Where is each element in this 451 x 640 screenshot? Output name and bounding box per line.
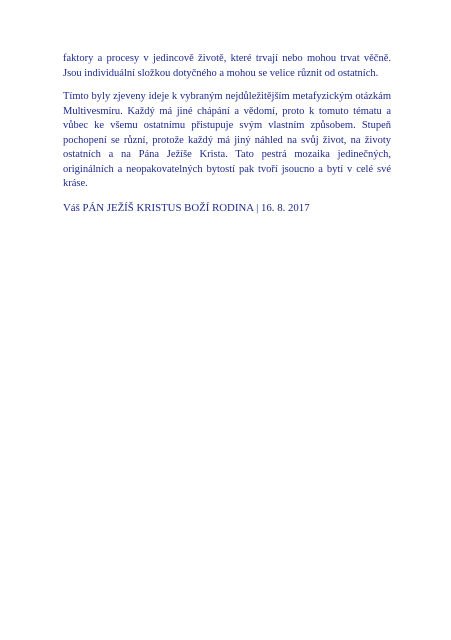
document-body — [63, 52, 391, 215]
paragraph-revelation: Tímto byly zjeveny ideje k vybraným nejdůležitějším metafyzickým otázkám Multivesmíru. Každý má jiné chápání a vědomí, proto k tomuto tématu a vůbec ke všemu ostatnímu přistupuje svým vlastním způsobem. Stupeň pochopení se různí, protože každý má jiný náhled na svůj život, na životy ostatních a na Pána Ježíše Krista. Tato pestrá mozaika jedinečných, originálních a neopakovatelných bytostí pak tvoří jsoucno a bytí v celé své kráse. — [63, 91, 391, 189]
paragraph-continuation: faktory a procesy v jedincově životě, které trvají nebo mohou trvat věčně. Jsou individuální složkou dotyčného a mohou se velice různit od ostatních. — [63, 53, 391, 79]
signature-line: Váš PÁN JEŽÍŠ KRISTUS BOŽÍ RODINA | 16. 8. 2017 — [63, 201, 310, 214]
